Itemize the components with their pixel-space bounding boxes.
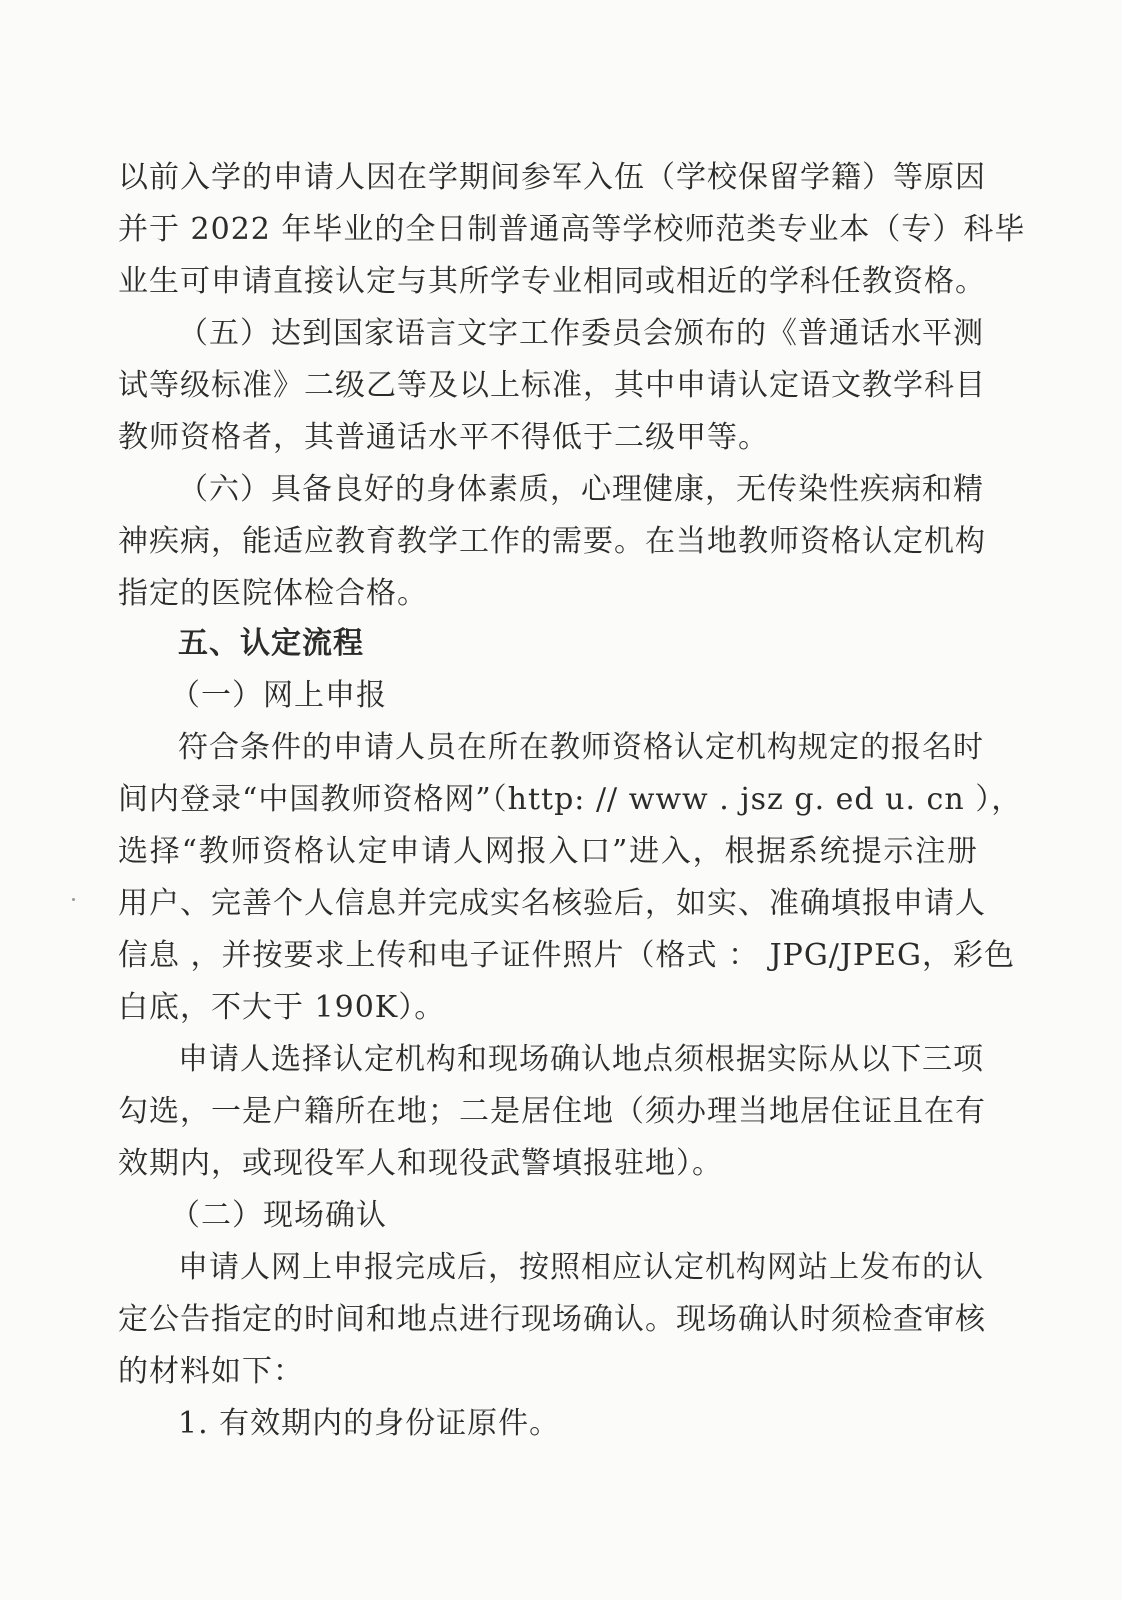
paragraph-line: 用户、完善个人信息并完成实名核验后，如实、准确填报申请人 xyxy=(118,886,986,921)
paragraph-line: （五）达到国家语言文字工作委员会颁布的《普通话水平测 xyxy=(178,316,984,351)
paragraph-line: 并于 2022 年毕业的全日制普通高等学校师范类专业本（专）科毕 xyxy=(118,212,1026,247)
paragraph-line: 神疾病，能适应教育教学工作的需要。在当地教师资格认定机构 xyxy=(118,524,986,559)
paragraph-line: 符合条件的申请人员在所在教师资格认定机构规定的报名时 xyxy=(178,730,984,765)
paragraph-line: 业生可申请直接认定与其所学专业相同或相近的学科任教资格。 xyxy=(118,264,986,299)
subheading: （二）现场确认 xyxy=(170,1198,387,1233)
paragraph-line: 间内登录“中国教师资格网”（http: // www . jsz g. ed u. cn ）， xyxy=(118,782,1023,817)
paragraph-line: 的材料如下： xyxy=(118,1354,304,1389)
paragraph-line: 申请人选择认定机构和现场确认地点须根据实际从以下三项 xyxy=(178,1042,984,1077)
paragraph-line: 申请人网上申报完成后，按照相应认定机构网站上发布的认 xyxy=(178,1250,984,1285)
section-heading: 五、认定流程 xyxy=(178,626,364,661)
paragraph-line: （六）具备良好的身体素质，心理健康，无传染性疾病和精 xyxy=(178,472,984,507)
scan-speck xyxy=(72,898,75,901)
paragraph-line: 以前入学的申请人因在学期间参军入伍（学校保留学籍）等原因 xyxy=(118,160,986,195)
paragraph-line: 勾选，一是户籍所在地；二是居住地（须办理当地居住证且在有 xyxy=(118,1094,986,1129)
paragraph-line: 信息 ，并按要求上传和电子证件照片（格式 ： JPG/JPEG，彩色 xyxy=(118,938,1015,973)
paragraph-line: 效期内，或现役军人和现役武警填报驻地）。 xyxy=(118,1146,723,1181)
list-item: 1. 有效期内的身份证原件。 xyxy=(178,1406,561,1441)
paragraph-line: 选择“教师资格认定申请人网报入口”进入，根据系统提示注册 xyxy=(118,834,978,869)
paragraph-line: 试等级标准》二级乙等及以上标准，其中申请认定语文教学科目 xyxy=(118,368,986,403)
paragraph-line: 指定的医院体检合格。 xyxy=(118,576,428,611)
paragraph-line: 白底，不大于 190K）。 xyxy=(118,990,446,1025)
paragraph-line: 定公告指定的时间和地点进行现场确认。现场确认时须检查审核 xyxy=(118,1302,986,1337)
subheading: （一）网上申报 xyxy=(170,678,387,713)
paragraph-line: 教师资格者，其普通话水平不得低于二级甲等。 xyxy=(118,420,769,455)
